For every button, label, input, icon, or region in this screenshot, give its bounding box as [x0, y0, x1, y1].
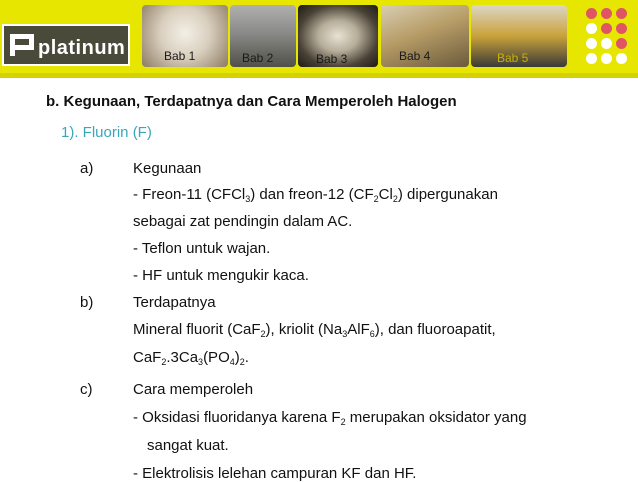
logo-text: platinum	[38, 37, 126, 59]
decor-dot	[601, 38, 612, 49]
decor-dot	[586, 38, 597, 49]
tab-label: Bab 2	[242, 51, 274, 65]
body-line: - HF untuk mengukir kaca.	[133, 267, 309, 284]
platinum-logo	[2, 24, 130, 66]
subsection-title: 1). Fluorin (F)	[61, 124, 152, 141]
decor-dot	[616, 8, 627, 19]
decor-dot	[586, 8, 597, 19]
tab-bab-1[interactable]	[142, 5, 228, 67]
tab-label: Bab 3	[316, 52, 348, 66]
decor-dot	[616, 53, 627, 64]
decor-dot	[601, 8, 612, 19]
body-line: - Freon-11 (CFCl$_3$) dan freon-12 $(CF_2Cl_2)$ dipergunakan	[133, 186, 498, 204]
item-heading: Cara memperoleh	[133, 381, 254, 398]
item-marker: a)	[80, 160, 94, 177]
item-marker: b)	[80, 294, 94, 311]
item-marker: c)	[80, 381, 93, 398]
item-heading: Terdapatnya	[133, 294, 216, 311]
section-title: b. Kegunaan, Terdapatnya dan Cara Memperoleh Halogen	[46, 93, 457, 110]
body-line: - Teflon untuk wajan.	[133, 240, 271, 257]
decor-dot	[601, 53, 612, 64]
tab-label: Bab 5	[497, 51, 529, 65]
decor-dot	[586, 53, 597, 64]
body-line: - Elektrolisis lelehan campuran KF dan HF.	[133, 465, 417, 482]
tab-label: Bab 4	[399, 49, 431, 63]
body-line: sangat kuat.	[147, 437, 229, 454]
decor-dot	[586, 23, 597, 34]
body-line: - Oksidasi fluoridanya karena $F_2$ merupakan oksidator yang	[133, 409, 527, 427]
item-heading: Kegunaan	[133, 160, 202, 177]
body-line: $CaF_2.3Ca_3(PO_4)_2$.	[133, 349, 249, 367]
decor-dot	[601, 23, 612, 34]
header-divider	[0, 73, 638, 78]
tab-bab-2[interactable]	[230, 5, 296, 67]
body-line: sebagai zat pendingin dalam AC.	[133, 213, 353, 230]
tab-bab-4[interactable]	[381, 5, 469, 67]
decor-dot	[616, 23, 627, 34]
tab-label: Bab 1	[164, 49, 196, 63]
body-line: Mineral fluorit (CaF$_2$), kriolit $(Na_3AlF_6)$, dan fluoroapatit,	[133, 321, 496, 339]
decor-dot	[616, 38, 627, 49]
tab-bab-5[interactable]	[471, 5, 567, 67]
header-banner	[0, 0, 638, 78]
logo-mark	[4, 26, 128, 64]
tab-bab-3[interactable]	[298, 5, 378, 67]
